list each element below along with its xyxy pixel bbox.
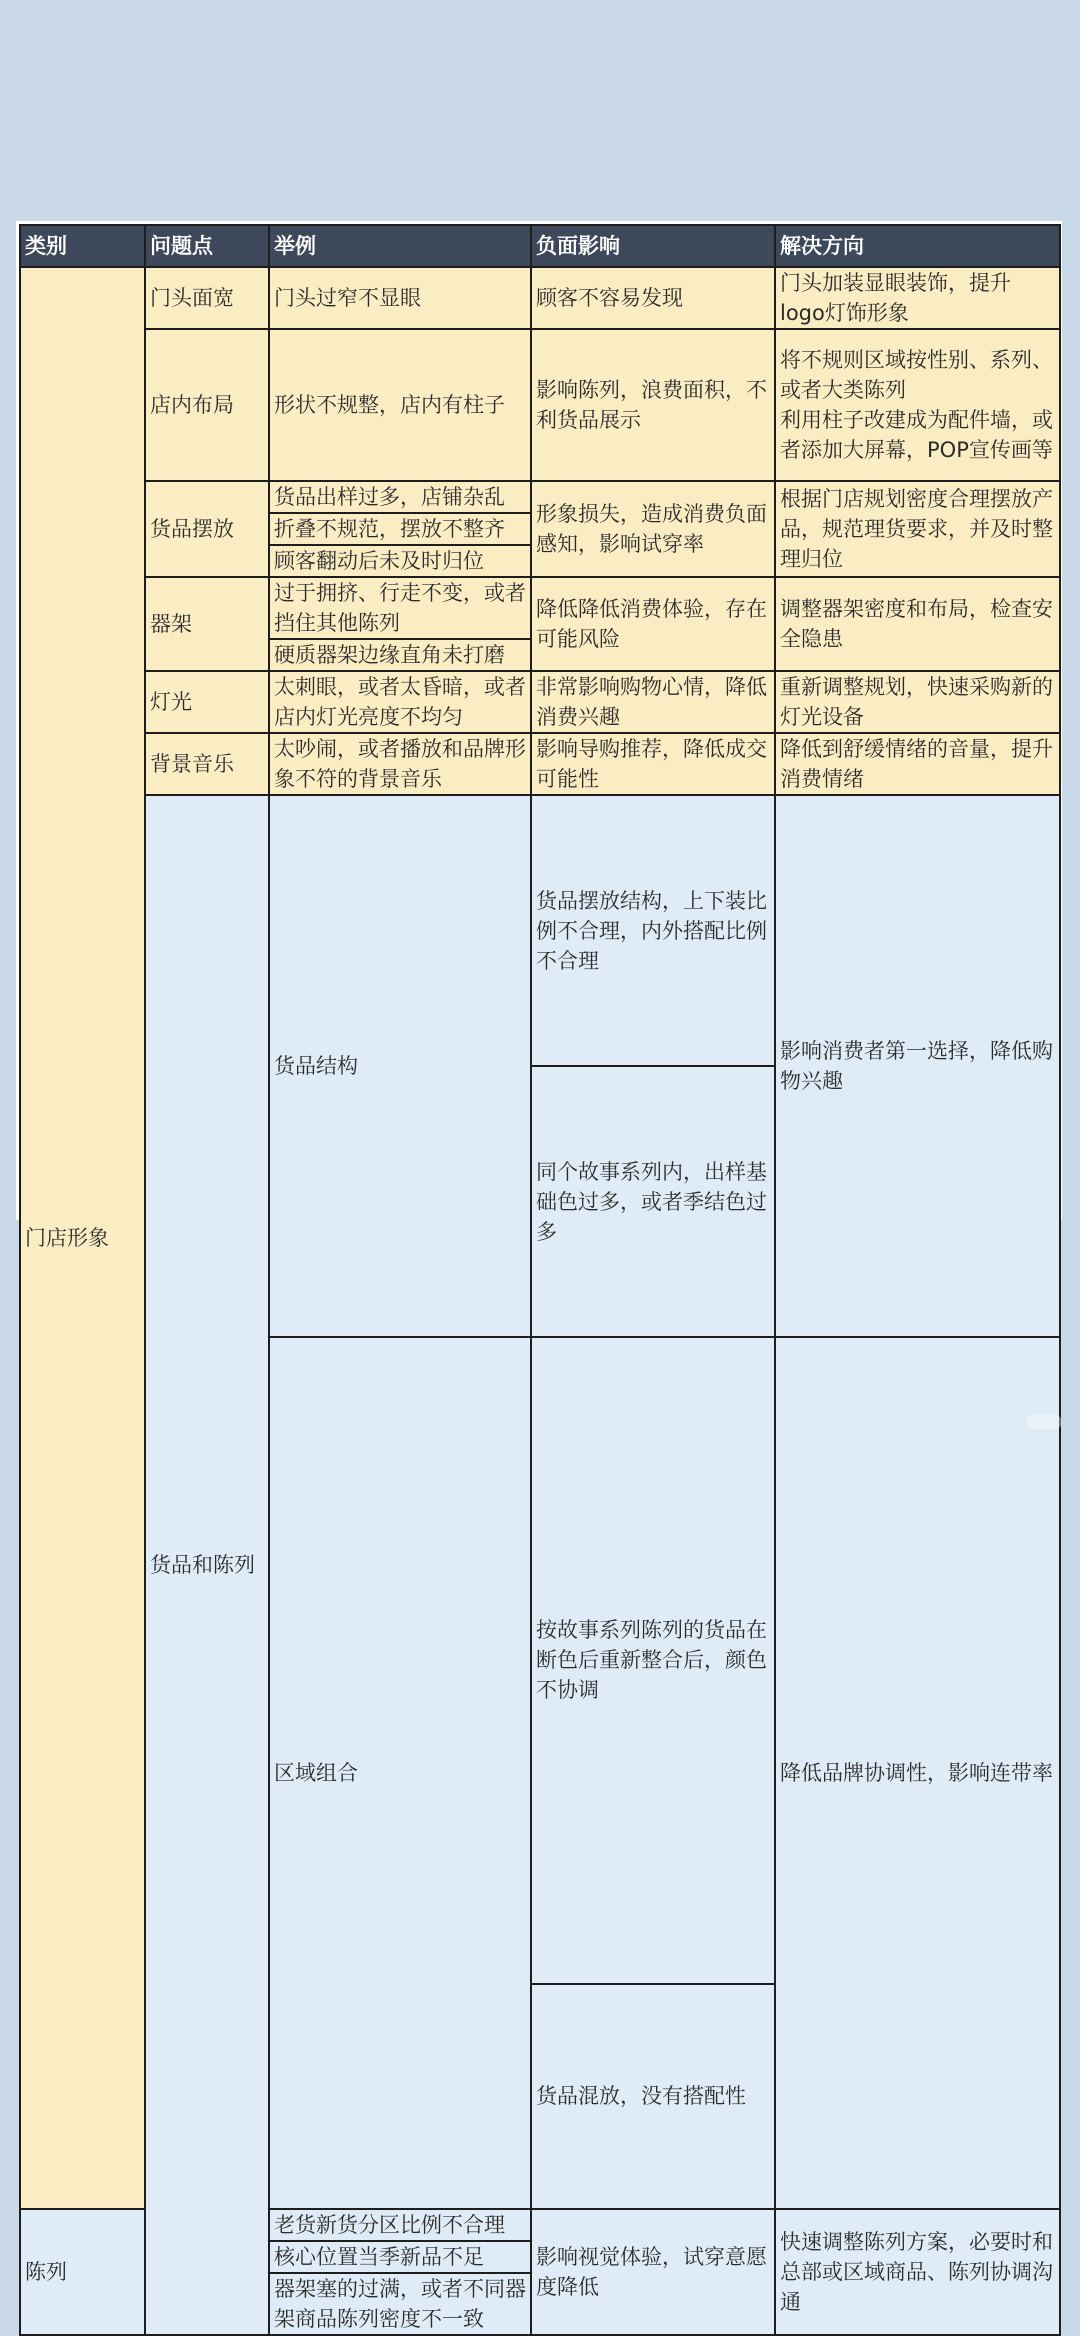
solution-cell: 降低到舒缓情绪的音量，提升消费情绪 (775, 733, 1060, 795)
problem-cell: 器架 (145, 577, 269, 671)
example-cell: 太吵闹，或者播放和品牌形象不符的背景音乐 (269, 733, 531, 795)
problem-cell: 门头面宽 (145, 267, 269, 329)
solution-cell: 将不规则区域按性别、系列、或者大类陈列 利用柱子改建成为配件墙，或者添加大屏幕，POP宣传画等 (775, 329, 1060, 481)
example-cell: 老货新货分区比例不合理 (269, 2209, 531, 2241)
header-problem: 问题点 (145, 225, 269, 267)
solution-cell: 根据门店规划密度合理摆放产品，规范理货要求，并及时整理归位 (775, 481, 1060, 577)
example-cell: 顾客翻动后未及时归位 (269, 545, 531, 577)
problem-cell: 背景音乐 (145, 733, 269, 795)
table-row (20, 481, 1060, 513)
example-cell: 货品摆放结构，上下装比例不合理，内外搭配比例不合理 (531, 795, 775, 1066)
impact-cell: 影响陈列，浪费面积，不利货品展示 (531, 329, 775, 481)
solution-cell: 调整器架密度和布局，检查安全隐患 (775, 577, 1060, 671)
table-row (20, 329, 1060, 481)
table-row (20, 577, 1060, 639)
table-row (20, 795, 1060, 1066)
problem-cell: 货品结构 (269, 795, 531, 1337)
impact-cell: 形象损失，造成消费负面感知，影响试穿率 (531, 481, 775, 577)
impact-cell: 降低降低消费体验，存在可能风险 (531, 577, 775, 671)
problem-cell: 陈列 (20, 2209, 145, 2335)
category-cell: 门店形象 (20, 267, 145, 2209)
problem-cell: 货品摆放 (145, 481, 269, 577)
example-cell: 折叠不规范，摆放不整齐 (269, 513, 531, 545)
header-impact: 负面影响 (531, 225, 775, 267)
solution-cell: 快速调整陈列方案，必要时和总部或区域商品、陈列协调沟通 (775, 2209, 1060, 2335)
header-solution: 解决方向 (775, 225, 1060, 267)
example-cell: 门头过窄不显眼 (269, 267, 531, 329)
solution-cell: 门头加装显眼装饰，提升logo灯饰形象 (775, 267, 1060, 329)
impact-cell: 影响视觉体验，试穿意愿度降低 (531, 2209, 775, 2335)
example-cell: 器架塞的过满，或者不同器架商品陈列密度不一致 (269, 2273, 531, 2335)
example-cell: 同个故事系列内，出样基础色过多，或者季结色过多 (531, 1066, 775, 1337)
example-cell: 核心位置当季新品不足 (269, 2241, 531, 2273)
problem-cell: 区域组合 (269, 1337, 531, 2209)
header-row (20, 225, 1060, 267)
example-cell: 过于拥挤、行走不变，或者挡住其他陈列 (269, 577, 531, 639)
impact-cell: 顾客不容易发现 (531, 267, 775, 329)
table-row (20, 671, 1060, 733)
example-cell: 硬质器架边缘直角未打磨 (269, 639, 531, 671)
impact-cell: 降低品牌协调性，影响连带率 (775, 1337, 1060, 2209)
problem-cell: 灯光 (145, 671, 269, 733)
example-cell: 太刺眼，或者太昏暗，或者店内灯光亮度不均匀 (269, 671, 531, 733)
example-cell: 货品出样过多，店铺杂乱 (269, 481, 531, 513)
impact-cell: 影响导购推荐，降低成交可能性 (531, 733, 775, 795)
store-issues-table (19, 224, 1061, 2336)
table-row (20, 267, 1060, 329)
header-example: 举例 (269, 225, 531, 267)
table-row (20, 733, 1060, 795)
solution-cell: 重新调整规划，快速采购新的灯光设备 (775, 671, 1060, 733)
problem-cell: 店内布局 (145, 329, 269, 481)
table-frame (16, 221, 1062, 2331)
example-cell: 货品混放，没有搭配性 (531, 1984, 775, 2209)
example-cell: 形状不规整，店内有柱子 (269, 329, 531, 481)
example-cell: 按故事系列陈列的货品在断色后重新整合后，颜色不协调 (531, 1337, 775, 1984)
impact-cell: 影响消费者第一选择，降低购物兴趣 (775, 795, 1060, 1337)
header-category: 类别 (20, 225, 145, 267)
impact-cell: 非常影响购物心情，降低消费兴趣 (531, 671, 775, 733)
watermark-badge (1026, 1415, 1062, 1429)
category-cell: 货品和陈列 (145, 795, 269, 2335)
